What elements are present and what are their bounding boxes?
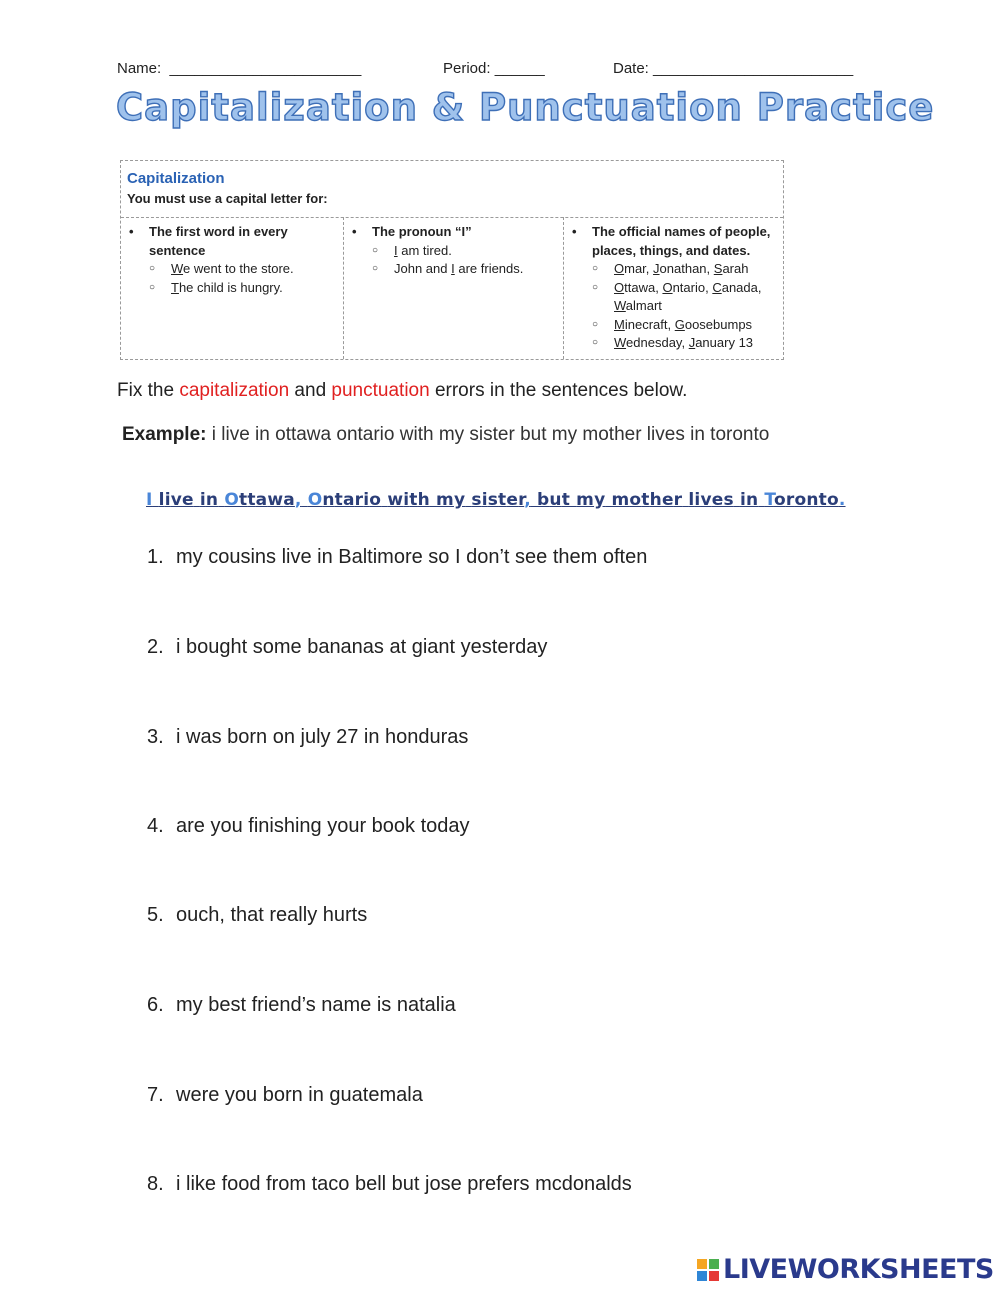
exercise-item-3[interactable]: [147, 726, 468, 749]
period-blank: ______: [494, 60, 545, 77]
date-blank: ________________________: [653, 60, 854, 77]
liveworksheets-logo: [697, 1254, 994, 1285]
name-field: [117, 60, 361, 77]
example-sentence: [122, 424, 769, 446]
rule-example: Ottawa, Ontario, Canada, Walmart: [614, 279, 762, 313]
keyword-capitalization: capitalization: [179, 380, 290, 401]
period-label: Period:: [443, 60, 491, 77]
exercise-item-6[interactable]: [147, 994, 456, 1017]
rule-example: The child is hungry.: [171, 279, 283, 295]
example-answer-text: I live in Ottawa, Ontario with my sister, but my mother lives in Toronto.: [146, 490, 846, 510]
exercise-item-1[interactable]: [147, 546, 647, 569]
exercise-item-4[interactable]: [147, 815, 470, 838]
page-title: Capitalization & Punctuation Practice: [116, 86, 935, 129]
example-text: i live in ottawa ontario with my sister but my mother lives in toronto: [211, 424, 770, 445]
bullet-icon: •: [572, 224, 577, 239]
date-field: [613, 60, 853, 77]
item-text: my cousins live in Baltimore so I don’t see them often: [176, 546, 648, 568]
item-text: are you finishing your book today: [176, 815, 470, 837]
rule-example: Wednesday, January 13: [614, 335, 754, 350]
item-number: 8.: [147, 1173, 164, 1195]
rule-text: The first word in every sentence: [149, 224, 288, 258]
exercise-item-7[interactable]: [147, 1084, 423, 1107]
rule-text: The official names of people, places, things, and dates.: [592, 224, 771, 258]
rule-text: The pronoun “I”: [372, 224, 472, 239]
item-number: 2.: [147, 636, 164, 658]
item-text: ouch, that really hurts: [176, 904, 368, 926]
exercise-item-8[interactable]: [147, 1173, 632, 1196]
example-label: Example:: [122, 424, 207, 445]
rules-header: [127, 170, 328, 206]
item-text: i like food from taco bell but jose prefers mcdonalds: [176, 1173, 632, 1195]
name-blank: _______________________: [169, 60, 362, 77]
bullet-icon: •: [129, 224, 134, 239]
liveworksheets-icon: [697, 1259, 719, 1281]
item-number: 5.: [147, 904, 164, 926]
rule-example: I am tired.: [394, 242, 452, 258]
circle-bullet-icon: ○: [149, 263, 156, 274]
date-label: Date:: [613, 60, 649, 77]
period-field: [443, 60, 545, 77]
rule-column-pronoun-i: [343, 217, 563, 359]
circle-bullet-icon: ○: [592, 263, 599, 274]
circle-bullet-icon: ○: [592, 337, 599, 348]
rule-example: Omar, Jonathan, Sarah: [614, 261, 749, 276]
item-number: 6.: [147, 994, 164, 1016]
item-text: my best friend’s name is natalia: [176, 994, 456, 1016]
item-number: 1.: [147, 546, 164, 568]
circle-bullet-icon: ○: [149, 281, 156, 293]
example-answer: [146, 490, 846, 510]
name-label: Name:: [117, 60, 162, 77]
item-text: were you born in guatemala: [176, 1084, 423, 1106]
exercise-item-5[interactable]: [147, 904, 367, 927]
rule-example: We went to the store.: [171, 261, 294, 276]
keyword-punctuation: punctuation: [331, 380, 430, 401]
circle-bullet-icon: ○: [372, 263, 379, 274]
item-number: 4.: [147, 815, 164, 837]
circle-bullet-icon: ○: [592, 281, 599, 293]
bullet-icon: •: [352, 224, 357, 239]
rule-example: Minecraft, Goosebumps: [614, 316, 753, 332]
logo-text: LIVEWORKSHEETS: [723, 1254, 994, 1285]
item-text: i bought some bananas at giant yesterday: [176, 636, 548, 658]
item-text: i was born on july 27 in honduras: [176, 726, 469, 748]
circle-bullet-icon: ○: [592, 318, 599, 330]
rules-title: Capitalization: [127, 170, 225, 187]
exercise-item-2[interactable]: [147, 636, 547, 659]
rule-example: John and I are friends.: [394, 261, 524, 276]
rule-column-first-word: [121, 217, 343, 359]
instructions: Fix the capitalization and punctuation errors in the sentences below.: [117, 380, 688, 401]
capitalization-rules-box: [120, 160, 784, 360]
rule-column-official-names: [563, 217, 783, 359]
circle-bullet-icon: ○: [372, 244, 379, 256]
item-number: 3.: [147, 726, 164, 748]
item-number: 7.: [147, 1084, 164, 1106]
rules-subtitle: You must use a capital letter for:: [127, 191, 328, 206]
